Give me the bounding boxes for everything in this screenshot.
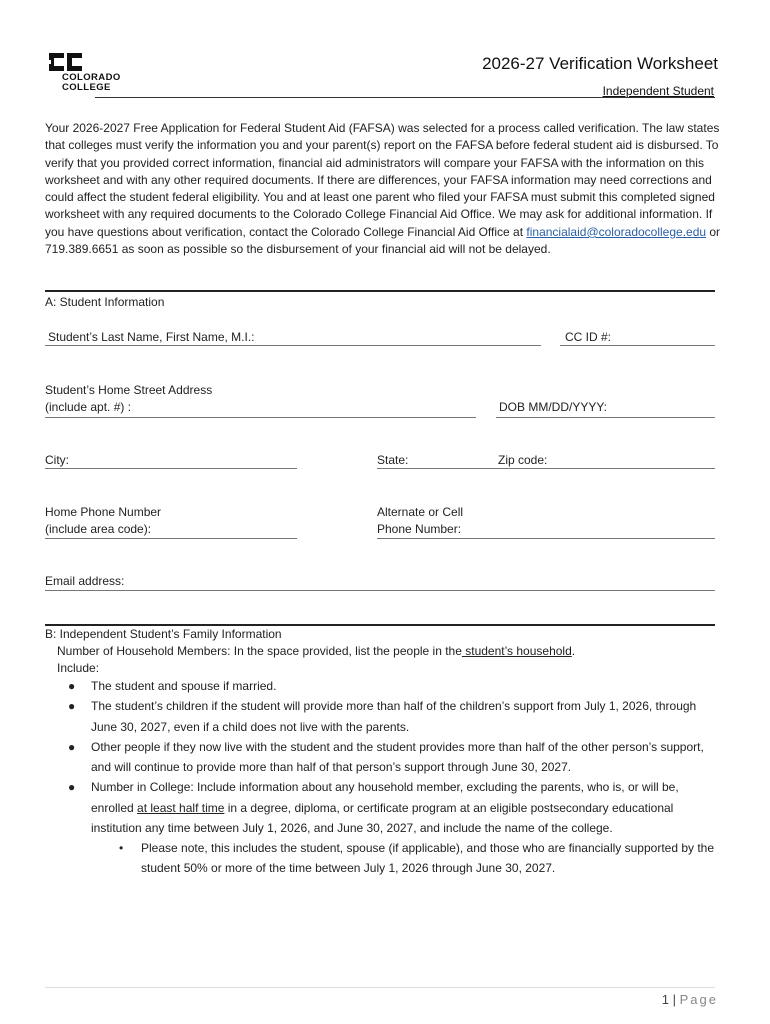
header-divider — [95, 97, 715, 98]
cc-logo-mark-icon — [47, 51, 85, 73]
list-item — [68, 777, 721, 838]
city-label: City: — [45, 453, 69, 467]
section-a-heading: A: Student Information — [45, 295, 165, 309]
financial-aid-email-link[interactable]: financialaid@coloradocollege.edu — [526, 224, 707, 239]
college-logo — [47, 51, 127, 95]
page-number-value: 1 — [661, 992, 669, 1007]
alt-phone-label-2: Phone Number: — [377, 522, 462, 536]
intro-text: Your 2026-2027 Free Application for Federal Student Aid (FAFSA) was selected for a process called verification. The law states that colleges must verify the information you and your parent(s) report on the FAFSA before federal student aid is disbursed. To verify that you provided correct information, financial aid administrators will compare your FAFSA with the information on this worksheet and with any other required documents. If there are differences, your FAFSA information may need corrections and could affect the student federal eligibility. You and at least one parent who filed your FAFSA must submit this completed signed worksheet with any required documents to the Colorado College Financial Aid Office. We may ask for additional information. If you have questions about verification, contact the Colorado College Financial Aid Office at — [45, 121, 720, 239]
list-item — [68, 737, 721, 778]
household-bullet-list — [68, 676, 721, 838]
college-text: Number in College: Include information about any household member, excluding the parents, who is, or will be, enrolled — [91, 780, 679, 815]
bullet-icon: ● — [68, 679, 76, 693]
city-field[interactable] — [45, 468, 297, 469]
household-text: Number of Household Members: In the space provided, list the people in the — [57, 644, 462, 658]
home-address-label-1: Student’s Home Street Address — [45, 383, 213, 397]
household-text-end: . — [571, 644, 576, 658]
intro-paragraph — [45, 120, 725, 258]
page-subtitle: Independent Student — [602, 84, 714, 98]
home-phone-label-2: (include area code): — [45, 522, 152, 536]
dob-label: DOB MM/DD/YYYY: — [499, 400, 608, 414]
section-a-divider — [45, 290, 715, 292]
sub-bullet-text: Please note, this includes the student, spouse (if applicable), and those who are financially supported by the student 50% or more of the time between July 1, 2026 through June 30, 2027. — [141, 841, 715, 876]
dob-field[interactable] — [496, 417, 715, 418]
email-label: Email address: — [45, 574, 125, 588]
home-phone-field[interactable] — [45, 538, 297, 539]
section-b-heading: B: Independent Student’s Family Information — [45, 627, 282, 641]
alt-phone-field[interactable] — [377, 538, 715, 539]
bullet-icon: ● — [68, 780, 76, 795]
alt-phone-label-1: Alternate or Cell — [377, 505, 464, 519]
state-label: State: — [377, 453, 409, 467]
college-text-end: in a degree, diploma, or certificate program at an eligible postsecondary educational institution any time between July 1, 2026, and June 30, 2027, and include the name of the college. — [91, 800, 674, 836]
bullet-icon: • — [119, 841, 124, 855]
zip-label: Zip code: — [498, 453, 548, 467]
intro-text-end: or 719.389.6651 as soon as possible so the disbursement of your financial aid will not be delayed. — [45, 224, 721, 257]
home-phone-label-1: Home Phone Number — [45, 505, 162, 519]
bullet-text: Other people if they now live with the student and the student provides more than half of the other person’s support, and will continue to provide more than half of that person’s support through June 30, 2027. — [91, 739, 704, 775]
half-time-term: at least half time — [137, 800, 225, 815]
list-item — [119, 838, 721, 879]
cc-id-field[interactable] — [560, 345, 715, 346]
page-separator: | — [672, 992, 676, 1007]
footer-divider — [45, 987, 715, 988]
bullet-text: The student and spouse if married. — [91, 679, 277, 693]
email-field[interactable] — [45, 590, 715, 591]
cc-id-label: CC ID #: — [565, 330, 612, 344]
logo-text-college: COLLEGE — [62, 82, 111, 93]
student-name-label: Student’s Last Name, First Name, M.I.: — [48, 330, 255, 344]
home-address-field[interactable] — [45, 417, 476, 418]
students-household-term: student’s household — [461, 644, 572, 658]
list-item — [68, 696, 721, 737]
list-item — [68, 676, 721, 696]
household-members-text — [57, 643, 575, 660]
page-title: 2026-27 Verification Worksheet — [482, 54, 718, 73]
state-zip-field[interactable] — [377, 468, 715, 469]
include-label: Include: — [57, 661, 100, 675]
page-number — [662, 992, 718, 1007]
student-name-field[interactable] — [45, 345, 541, 346]
bullet-icon: ● — [68, 739, 76, 754]
bullet-icon: ● — [68, 699, 76, 714]
bullet-text: The student’s children if the student will provide more than half of the children’s support from July 1, 2026, through June 30, 2027, even if a child does not live with the parents. — [91, 699, 697, 734]
home-address-label-2: (include apt. #) : — [45, 400, 132, 414]
sub-bullet-list — [119, 838, 721, 879]
page-word: Page — [679, 992, 718, 1007]
logo-text-colorado: COLORADO — [62, 72, 121, 83]
